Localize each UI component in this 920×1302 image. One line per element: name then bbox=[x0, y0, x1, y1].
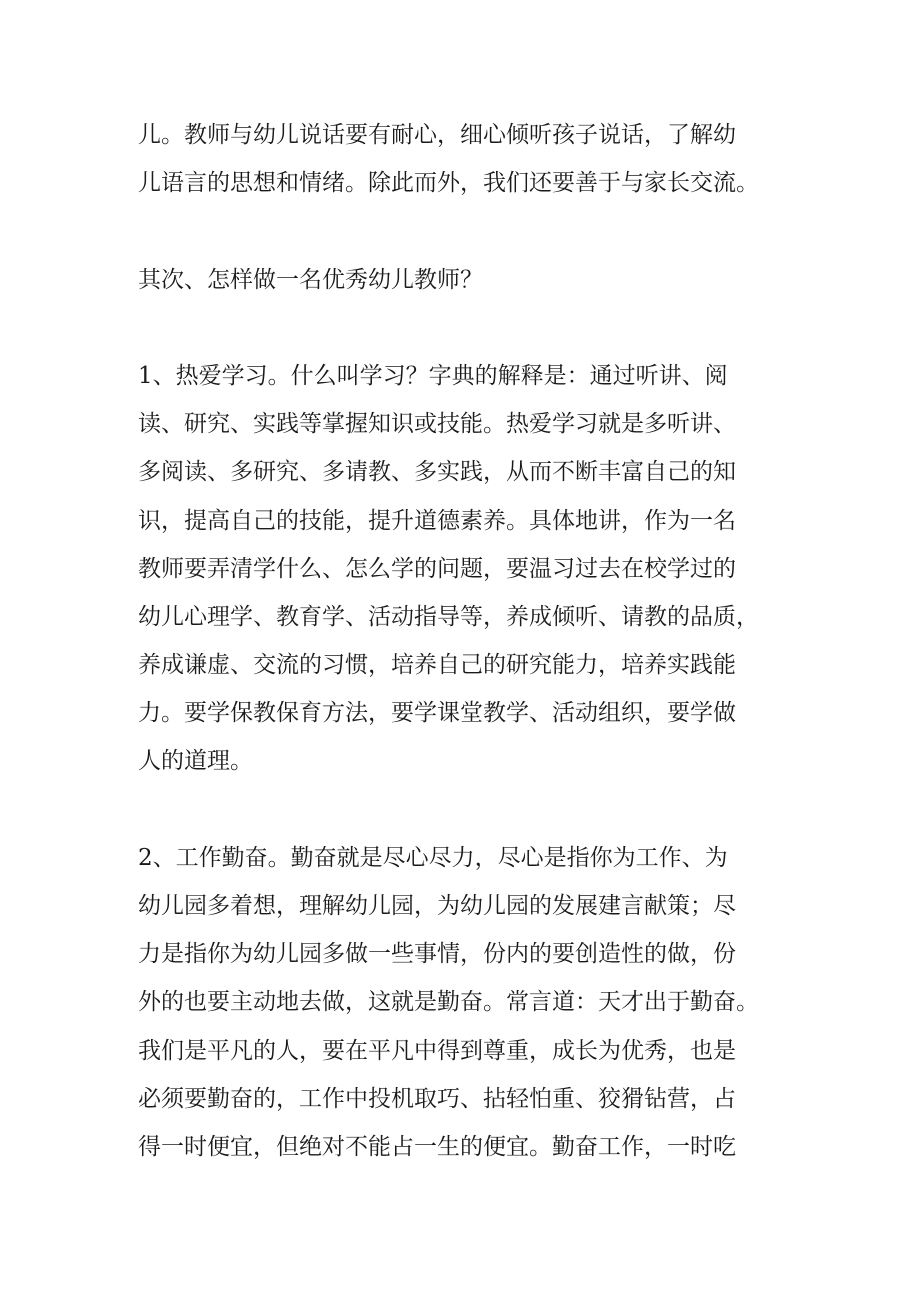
text-line: 养成谦虚、交流的习惯，培养自己的研究能力，培养实践能 bbox=[138, 652, 736, 679]
paragraph-gap bbox=[138, 786, 798, 834]
text-line: 人的道理。 bbox=[138, 748, 253, 775]
document-body bbox=[138, 111, 798, 1171]
text-line: 必须要勤奋的，工作中投机取巧、拈轻怕重、狡猾钻营，占 bbox=[138, 1085, 736, 1112]
text-line: 2、工作勤奋。勤奋就是尽心尽力，尽心是指你为工作、为 bbox=[138, 844, 728, 871]
paragraph-gap bbox=[138, 304, 798, 352]
text-line: 幼儿心理学、教育学、活动指导等，养成倾听、请教的品质， bbox=[138, 603, 759, 630]
section-heading: 其次、怎样做一名优秀幼儿教师？ bbox=[138, 266, 483, 293]
text-line: 我们是平凡的人，要在平凡中得到尊重，成长为优秀，也是 bbox=[138, 1037, 736, 1064]
text-line: 多阅读、多研究、多请教、多实践，从而不断丰富自己的知 bbox=[138, 459, 736, 486]
paragraph-3 bbox=[138, 352, 798, 786]
paragraph-gap bbox=[138, 207, 798, 255]
text-line: 儿语言的思想和情绪。除此而外，我们还要善于与家长交流。 bbox=[138, 170, 759, 197]
paragraph-1 bbox=[138, 111, 798, 207]
text-line: 1、热爱学习。什么叫学习？字典的解释是：通过听讲、阅 bbox=[138, 362, 728, 389]
text-line: 儿。教师与幼儿说话要有耐心，细心倾听孩子说话，了解幼 bbox=[138, 122, 736, 148]
text-line: 教师要弄清学什么、怎么学的问题，要温习过去在校学过的 bbox=[138, 555, 736, 582]
text-line: 外的也要主动地去做，这就是勤奋。常言道：天才出于勤奋。 bbox=[138, 989, 759, 1016]
text-line: 力。要学保教保育方法，要学课堂教学、活动组织，要学做 bbox=[138, 700, 736, 727]
text-line: 幼儿园多着想，理解幼儿园，为幼儿园的发展建言献策；尽 bbox=[138, 893, 736, 919]
text-line: 读、研究、实践等掌握知识或技能。热爱学习就是多听讲、 bbox=[138, 411, 736, 438]
text-line: 识，提高自己的技能，提升道德素养。具体地讲，作为一名 bbox=[138, 507, 736, 534]
text-line: 力是指你为幼儿园多做一些事情，份内的要创造性的做，份 bbox=[138, 941, 736, 968]
text-line: 得一时便宜，但绝对不能占一生的便宜。勤奋工作，一时吃 bbox=[138, 1133, 736, 1160]
paragraph-4 bbox=[138, 834, 798, 1171]
paragraph-2 bbox=[138, 256, 798, 304]
